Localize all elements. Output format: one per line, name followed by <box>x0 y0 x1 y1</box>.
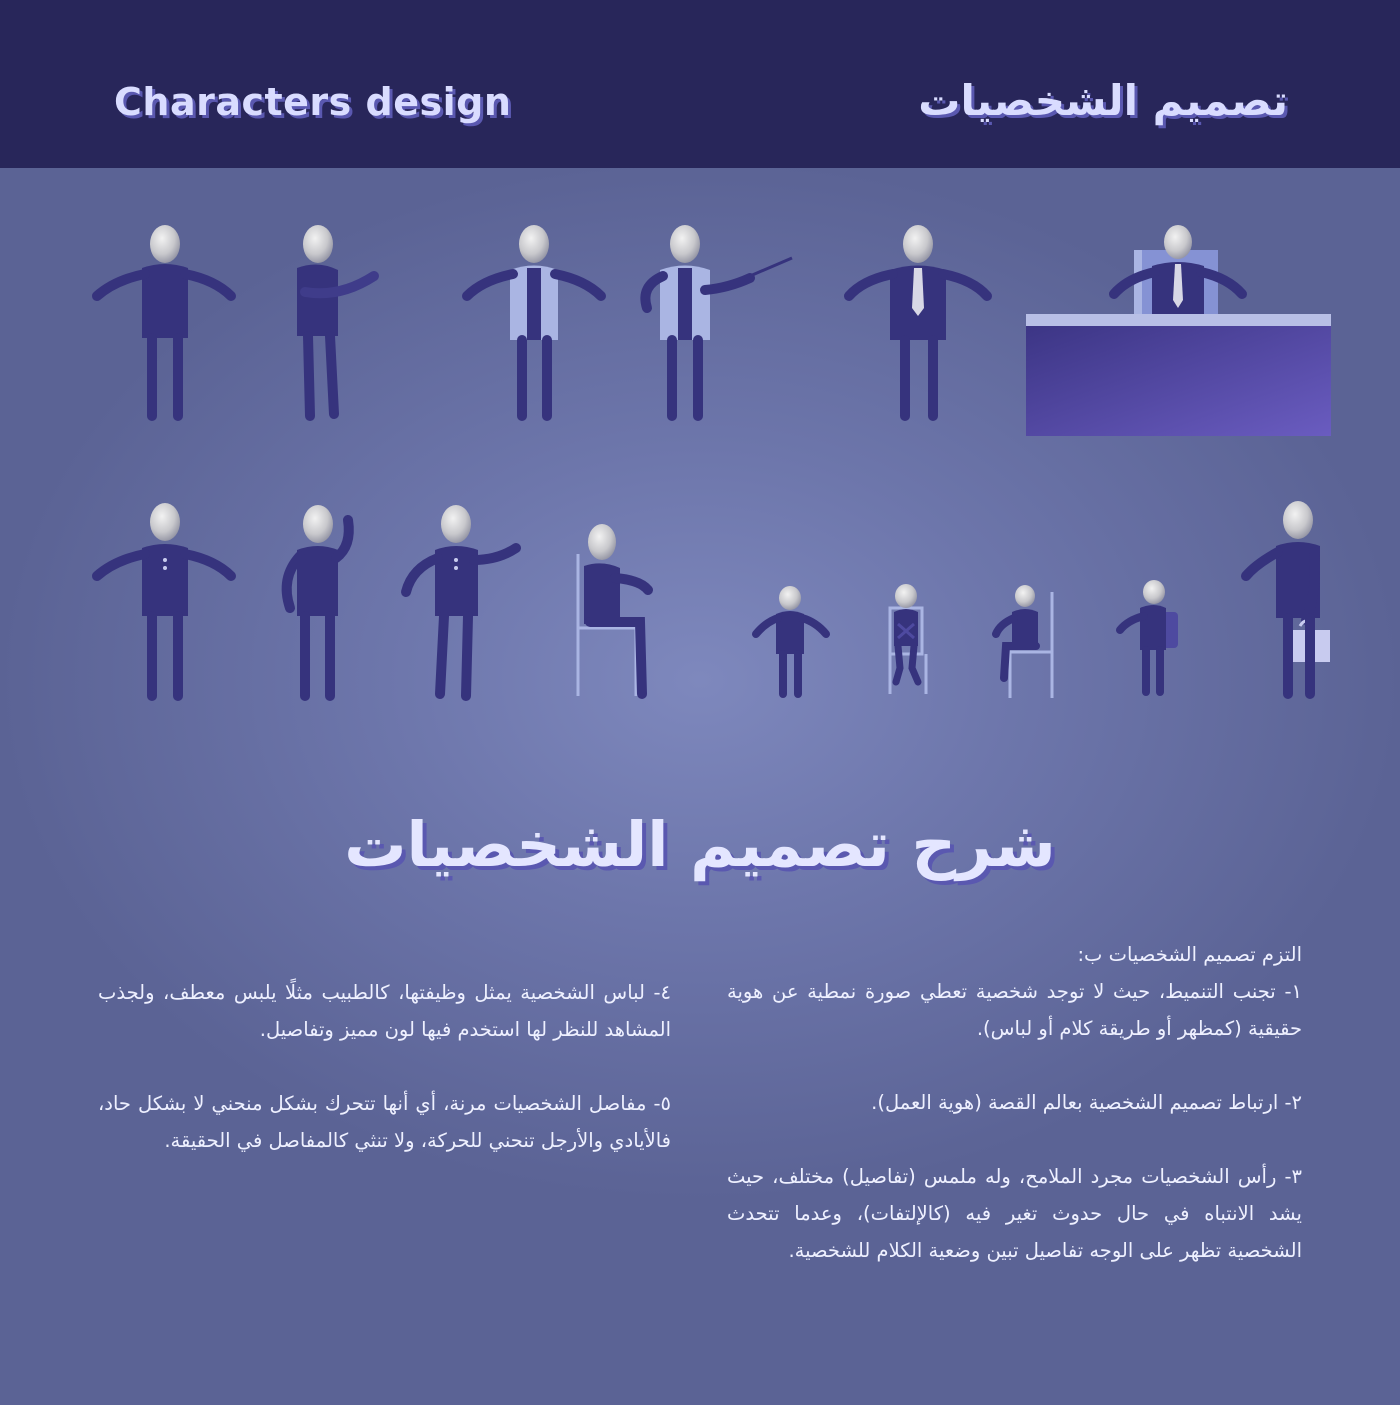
principle-3: ٣- رأس الشخصيات مجرد الملامح، وله ملمس (تفاصيل) مختلف، حيث يشد الانتباه في حال حدوث تغير فيه (كالإلتفات)، وعدما تتحدث الشخصية تظهر على الوجه تفاصيل تبين وضعية الكلام للشخصية. <box>727 1165 1302 1262</box>
figure-seated-on-chair <box>578 524 648 696</box>
figure-with-briefcase <box>1246 501 1330 694</box>
figure-child-backpack <box>1120 580 1178 692</box>
figure-waving <box>287 505 349 696</box>
principle-5: ٥- مفاصل الشخصيات مرنة، أي أنها تتحرك بشكل منحني لا بشكل حاد، فالأيادي والأرجل تنحني للحركة، ولا تنثي كالمفاصل في الحقيقة. <box>98 1092 671 1152</box>
figure-gesturing <box>406 505 516 696</box>
figure-child-on-chair <box>890 584 926 694</box>
principles-column-left <box>98 974 671 1159</box>
principles-column-right <box>727 936 1302 1269</box>
figure-tie-arms-out <box>849 225 987 416</box>
figure-pointing <box>297 225 374 416</box>
figure-child-seated-side <box>996 585 1052 698</box>
characters-illustration <box>0 168 1400 728</box>
figure-behind-desk <box>1026 225 1331 436</box>
principle-1: ١- تجنب التنميط، حيث لا توجد شخصية تعطي صورة نمطية عن هوية حقيقية (كمظهر أو طريقة كلام أو لباس). <box>727 980 1302 1040</box>
principle-2: ٢- ارتباط تصميم الشخصية بعالم القصة (هوية العمل). <box>871 1091 1302 1114</box>
header-bar <box>0 0 1400 168</box>
principle-4: ٤- لباس الشخصية يمثل وظيفتها، كالطبيب مثلًا يلبس معطف، ولجذب المشاهد للنظر لها استخدم فيها لون مميز وتفاصيل. <box>98 981 671 1041</box>
figure-vest-arms-out <box>467 225 601 416</box>
title-english: Characters design <box>114 80 512 124</box>
section-title: شرح تصميم الشخصيات <box>344 808 1056 881</box>
figure-standing-arms-out <box>97 225 231 416</box>
figure-vest-with-pointer <box>645 225 792 416</box>
figure-child-arms-out <box>756 586 826 694</box>
title-arabic: تصميم الشخصيات <box>918 76 1288 125</box>
principles-intro: التزم تصميم الشخصيات ب: <box>1077 943 1302 966</box>
figure-standing-buttons <box>97 503 231 696</box>
